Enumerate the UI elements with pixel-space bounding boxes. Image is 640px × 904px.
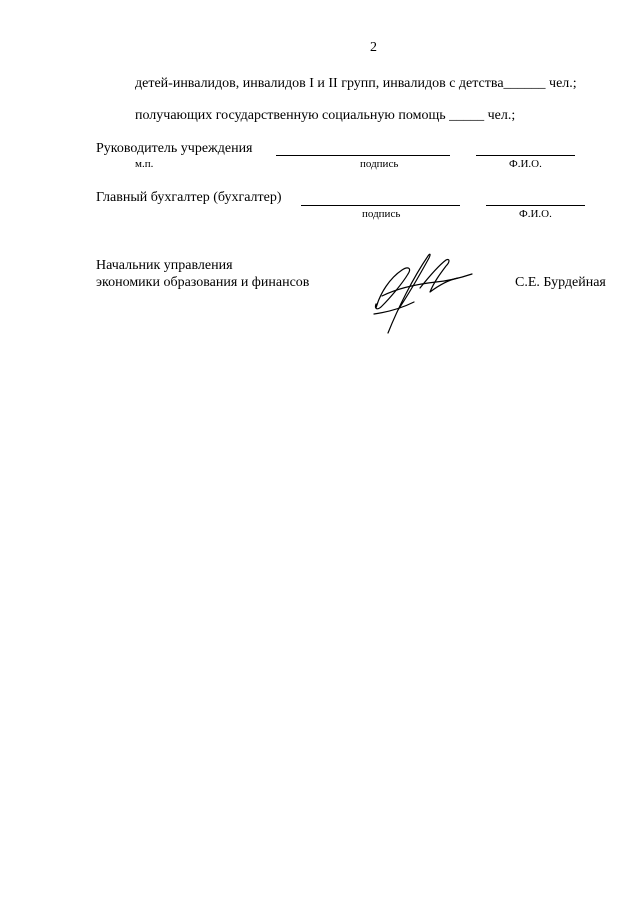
head-signature-caption: подпись: [360, 158, 399, 170]
head-name-caption: Ф.И.О.: [509, 158, 542, 170]
head-name-line: [476, 155, 575, 156]
page-number: 2: [370, 40, 377, 55]
chief-title-line1: Начальник управления: [96, 258, 233, 273]
head-signature-line: [276, 155, 450, 156]
chief-name: С.Е. Бурдейная: [515, 275, 606, 290]
accountant-name-caption: Ф.И.О.: [519, 208, 552, 220]
accountant-name-line: [486, 205, 585, 206]
chief-title-line2: экономики образования и финансов: [96, 275, 310, 290]
disabled-children-line: детей-инвалидов, инвалидов I и II групп, инвалидов с детства______ чел.;: [135, 76, 577, 91]
accountant-signature-caption: подпись: [362, 208, 401, 220]
accountant-role-label: Главный бухгалтер (бухгалтер): [96, 190, 282, 205]
social-aid-line: получающих государственную социальную помощь _____ чел.;: [135, 108, 516, 123]
accountant-signature-line: [301, 205, 460, 206]
handwritten-signature: [368, 248, 478, 338]
stamp-caption: м.п.: [135, 158, 154, 170]
head-role-label: Руководитель учреждения: [96, 141, 253, 156]
